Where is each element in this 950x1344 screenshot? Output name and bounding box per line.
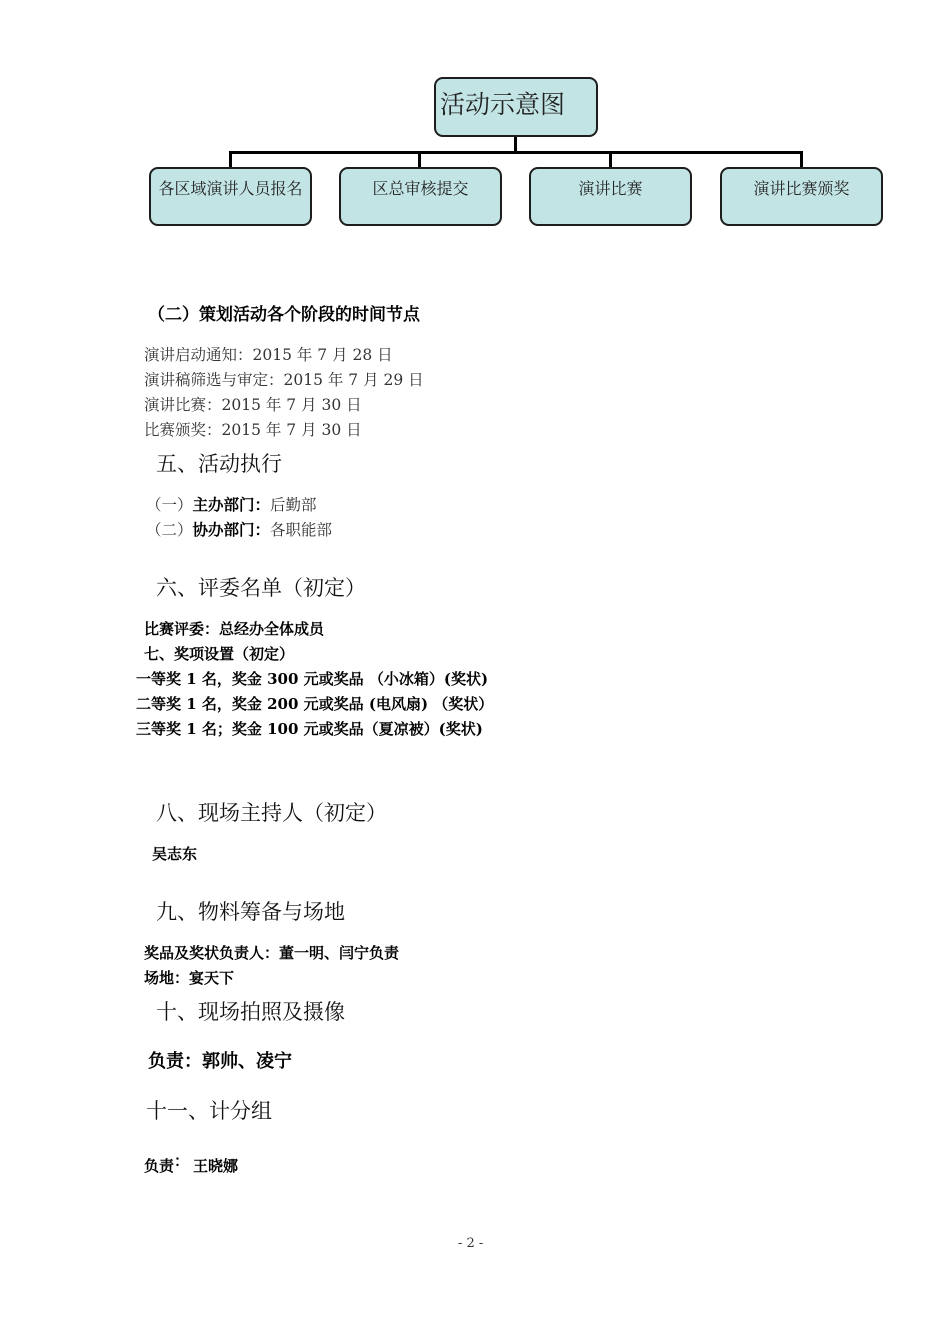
diagram-branch-1 [229, 151, 232, 168]
scoring-line [144, 1152, 239, 1176]
photo-line: 负责：郭帅、凌宁 [148, 1051, 292, 1072]
timeline-heading: （二）策划活动各个阶段的时间节点 [148, 305, 420, 325]
host-dept-label: 主办部门： [192, 495, 271, 514]
awards-heading: 七、奖项设置（初定） [144, 645, 295, 663]
judges-heading: 六、评委名单（初定） [156, 576, 366, 600]
diagram-branch-4 [800, 151, 803, 168]
materials-line-venue: 场地：宴天下 [144, 969, 235, 987]
timeline-item: 演讲比赛：2015 年 7 月 30 日 [144, 396, 362, 414]
execution-heading: 五、活动执行 [156, 452, 282, 476]
materials-line-prizes: 奖品及奖状负责人：董一明、闫宁负责 [144, 944, 400, 962]
timeline-item: 演讲稿筛选与审定：2015 年 7 月 29 日 [144, 371, 424, 389]
diagram-root-box: 活动示意图 [434, 77, 598, 137]
host-name: 吴志东 [152, 845, 198, 863]
diagram-child-contest: 演讲比赛 [529, 167, 692, 226]
award-item: 三等奖 1 名；奖金 100 元或奖品（夏凉被）(奖状) [136, 720, 483, 738]
judges-line: 比赛评委：总经办全体成员 [144, 620, 325, 638]
diagram-branch-3 [609, 151, 612, 168]
co-dept-value: 各职能部 [270, 521, 333, 539]
co-dept-label: 协办部门： [192, 520, 271, 539]
host-dept-prefix: （一） [146, 496, 193, 514]
award-item: 二等奖 1 名，奖金 200 元或奖品 (电风扇) （奖状） [136, 695, 494, 713]
page-number: - 2 - [458, 1236, 484, 1251]
diagram-child-awards: 演讲比赛颁奖 [720, 167, 883, 226]
diagram-branch-2 [418, 151, 421, 168]
timeline-item: 比赛颁奖：2015 年 7 月 30 日 [144, 421, 362, 439]
timeline-item: 演讲启动通知：2015 年 7 月 28 日 [144, 346, 393, 364]
host-heading: 八、现场主持人（初定） [156, 801, 387, 825]
materials-heading: 九、物料筹备与场地 [156, 900, 345, 924]
host-dept-line [146, 493, 317, 515]
photo-heading: 十、现场拍照及摄像 [156, 1000, 345, 1024]
scoring-heading: 十一、计分组 [146, 1099, 272, 1123]
diagram-child-review: 区总审核提交 [339, 167, 502, 226]
diagram-horizontal-bar [229, 151, 803, 154]
diagram-child-registration: 各区域演讲人员报名 [149, 167, 312, 226]
host-dept-value: 后勤部 [270, 496, 317, 514]
award-item: 一等奖 1 名，奖金 300 元或奖品 （小冰箱）(奖状) [136, 670, 489, 688]
scoring-colon: ： [174, 1152, 190, 1170]
scoring-name: 王晓娜 [193, 1157, 239, 1175]
co-dept-line [146, 518, 332, 540]
co-dept-prefix: （二） [146, 521, 193, 539]
scoring-label: 负责 [144, 1157, 175, 1175]
